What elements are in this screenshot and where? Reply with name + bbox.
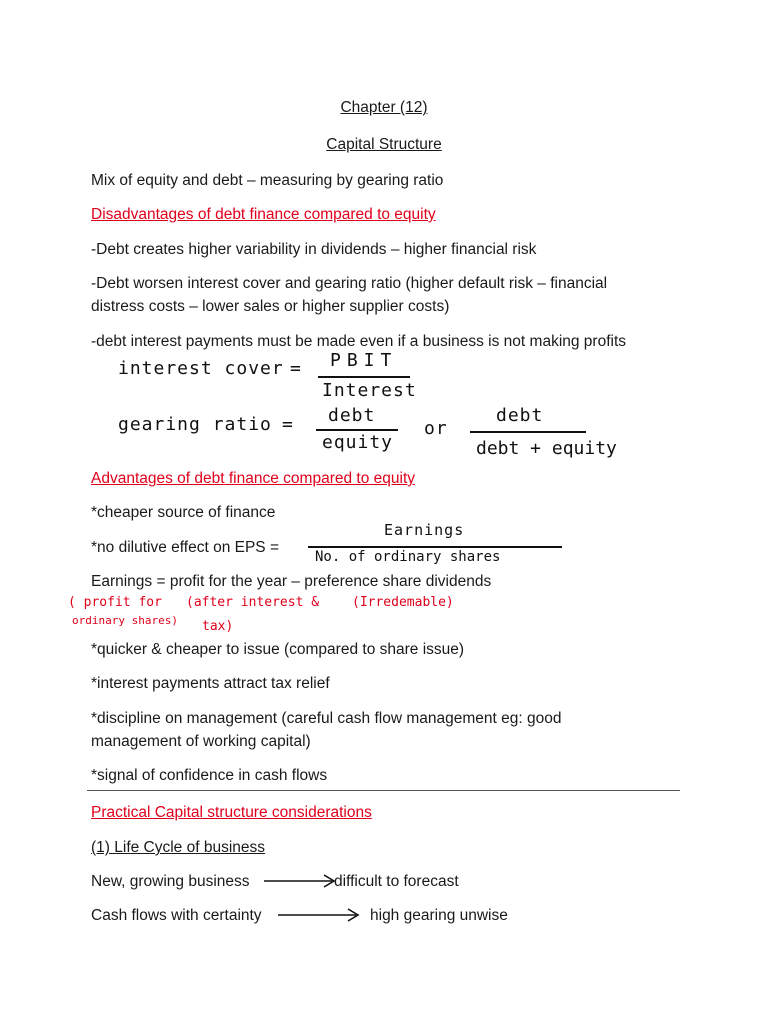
eps-denominator: No. of ordinary shares — [315, 549, 501, 565]
eps-numerator: Earnings — [384, 521, 465, 539]
row-2-left: Cash flows with certainty — [91, 907, 262, 924]
annotation-irredeemable: (Irredemable) — [352, 595, 454, 610]
life-cycle-subheading: (1) Life Cycle of business — [91, 839, 266, 856]
fraction-bar-2 — [316, 429, 398, 431]
earnings-definition: Earnings = profit for the year – preference share dividends — [91, 573, 492, 590]
interest-cover-denominator: Interest — [322, 380, 417, 401]
advantage-4: *interest payments attract tax relief — [91, 675, 330, 692]
advantage-6: *signal of confidence in cash flows — [91, 767, 328, 784]
or-text: or — [424, 418, 448, 439]
gearing-ratio-numerator-1: debt — [328, 405, 376, 426]
interest-cover-numerator: PBIT — [330, 350, 398, 371]
intro-text: Mix of equity and debt – measuring by gearing ratio — [91, 172, 444, 189]
arrow-right-icon — [262, 873, 338, 889]
practical-heading: Practical Capital structure considerations — [91, 804, 372, 821]
page-title: Capital Structure — [326, 136, 442, 153]
gearing-ratio-label: gearing ratio — [118, 414, 272, 435]
disadvantages-heading: Disadvantages of debt finance compared to equity — [91, 206, 436, 223]
chapter-heading: Chapter (12) — [340, 99, 428, 116]
disadvantage-1: -Debt creates higher variability in dividends – higher financial risk — [91, 241, 537, 258]
eps-fraction-bar — [308, 546, 562, 548]
annotation-after-interest-line-2: tax) — [202, 619, 234, 634]
advantage-2: *no dilutive effect on EPS = — [91, 539, 279, 556]
advantage-1: *cheaper source of finance — [91, 504, 276, 521]
fraction-bar-3 — [470, 431, 586, 433]
gearing-ratio-denominator-2: debt + equity — [476, 438, 617, 459]
gearing-ratio-denominator-1: equity — [322, 432, 394, 453]
disadvantage-2-line-1: -Debt worsen interest cover and gearing ratio (higher default risk – financial — [91, 275, 608, 292]
advantages-heading: Advantages of debt finance compared to equity — [91, 470, 415, 487]
advantage-3: *quicker & cheaper to issue (compared to share issue) — [91, 641, 465, 658]
section-divider — [87, 790, 680, 791]
row-2-right: high gearing unwise — [370, 907, 508, 924]
gearing-ratio-numerator-2: debt — [496, 405, 544, 426]
interest-cover-label: interest cover — [118, 358, 284, 379]
annotation-profit-line-2: ordinary shares) — [72, 614, 178, 627]
disadvantage-2-line-2: distress costs – lower sales or higher supplier costs) — [91, 298, 450, 315]
advantage-5-line-2: management of working capital) — [91, 733, 311, 750]
disadvantage-3: -debt interest payments must be made even if a business is not making profits — [91, 333, 627, 350]
row-1-right: difficult to forecast — [334, 873, 459, 890]
equals-sign-1: = — [290, 358, 302, 379]
equals-sign-2: = — [282, 414, 294, 435]
annotation-profit-line-1: ( profit for — [68, 595, 162, 610]
arrow-right-icon — [276, 907, 362, 923]
annotation-after-interest-line-1: (after interest & — [186, 595, 320, 610]
row-1-left: New, growing business — [91, 873, 250, 890]
advantage-5-line-1: *discipline on management (careful cash flow management eg: good — [91, 710, 562, 727]
fraction-bar-1 — [318, 376, 410, 378]
